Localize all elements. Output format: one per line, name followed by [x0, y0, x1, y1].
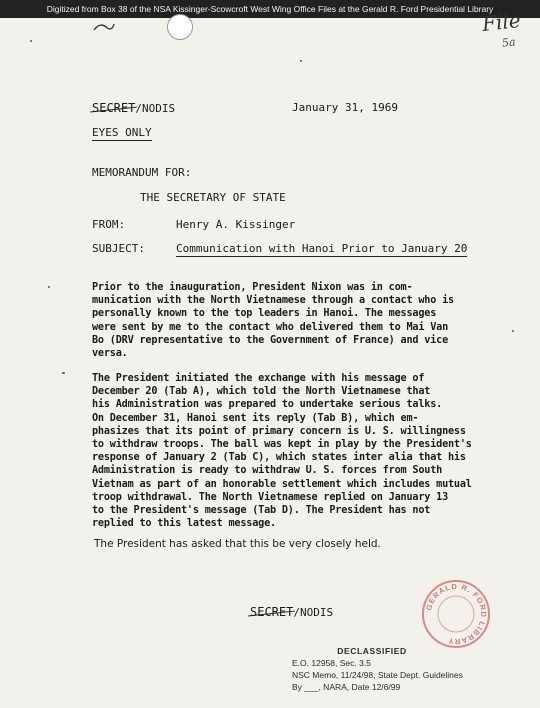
declass-title: DECLASSIFIED: [337, 646, 407, 656]
speck: [48, 286, 50, 288]
paragraph-line: December 20 (Tab A), which told the North Vietnamese that: [92, 386, 431, 398]
memo-recipient: THE SECRETARY OF STATE: [140, 191, 286, 204]
paragraph-line: Vietnam as part of an honorable settlement which includes mutual: [92, 478, 472, 490]
paragraph-line: personally known to the top leaders in Hanoi. The messages: [92, 308, 437, 320]
subject-value: [176, 242, 467, 255]
speck: [512, 330, 514, 332]
paragraph-line: Administration is ready to withdraw U. S. forces from South: [92, 465, 443, 477]
library-seal-text: GERALD R. FORD LIBRARY: [424, 581, 489, 647]
svg-text:GERALD R. FORD LIBRARY: [424, 582, 488, 646]
eyes-only-label: EYES ONLY: [92, 126, 152, 139]
speck: [30, 40, 32, 42]
paragraph-line: were sent by me to the contact who delivered them to Mai Van: [92, 321, 449, 333]
classification-suffix: /NODIS: [135, 102, 176, 115]
paragraph-line: his Administration was prepared to undertake serious talks.: [92, 399, 443, 411]
archive-banner: Digitized from Box 38 of the NSA Kissinger-Scowcroft West Wing Office Files at the Gerald R. Ford Presidential Library: [0, 0, 540, 18]
paragraph-line: to withdraw troops. The ball was kept in play by the President's: [92, 439, 472, 451]
subject-label: SUBJECT:: [92, 242, 145, 255]
paragraph-line: The President initiated the exchange with his message of: [92, 373, 425, 384]
paragraph-line: replied to this latest message.: [92, 518, 276, 530]
paragraph-2: [92, 372, 472, 530]
handwritten-file-number: 5a: [501, 35, 517, 50]
classification-footer: [250, 605, 333, 619]
paragraph-line: to the President's message (Tab D). The President has not: [92, 505, 431, 517]
declassification-stamp: [292, 645, 463, 693]
footer-classification-struck: SECRET: [250, 605, 294, 619]
speck: [62, 372, 65, 374]
subject-text: Communication with Hanoi Prior to January 20: [176, 242, 468, 255]
classification-struck: SECRET: [92, 101, 136, 115]
eyes-only: [92, 126, 152, 139]
declass-line-1: E.O. 12958, Sec. 3.5: [292, 658, 371, 668]
punch-hole: [167, 14, 193, 40]
paragraph-line: On December 31, Hanoi sent its reply (Tab B), which em-: [92, 412, 419, 424]
from-label: FROM:: [92, 218, 126, 231]
handwritten-file-note: File: [480, 8, 522, 36]
paragraph-line: Bo (DRV representative to the Government of France) and vice: [92, 334, 449, 346]
paragraph-line: phasizes that its point of primary concern is U. S. willingness: [92, 425, 466, 437]
pen-mark-icon: [92, 20, 116, 34]
footer-classification-suffix: /NODIS: [293, 606, 334, 619]
paragraph-line: troop withdrawal. The North Vietnamese replied on January 13: [92, 491, 449, 503]
declass-line-2: NSC Memo, 11/24/98, State Dept. Guidelines: [292, 670, 463, 680]
library-seal-icon: [420, 578, 492, 650]
paragraph-line: versa.: [92, 348, 128, 360]
memo-date: January 31, 1969: [292, 101, 398, 114]
paragraph-line: response of January 2 (Tab C), which states inter alia that his: [92, 452, 466, 464]
paragraph-1: [92, 281, 454, 360]
from-value: Henry A. Kissinger: [176, 218, 296, 231]
classification-header: [92, 101, 175, 115]
paragraph-line: Prior to the inauguration, President Nixon was in com-: [92, 282, 413, 293]
speck: [300, 60, 302, 62]
paragraph-line: munication with the North Vietnamese through a contact who is: [92, 295, 454, 307]
declass-line-3: By ___, NARA, Date 12/6/99: [292, 682, 401, 692]
closing-sentence: The President has asked that this be very closely held.: [94, 538, 381, 550]
memorandum-for-label: MEMORANDUM FOR:: [92, 166, 192, 179]
